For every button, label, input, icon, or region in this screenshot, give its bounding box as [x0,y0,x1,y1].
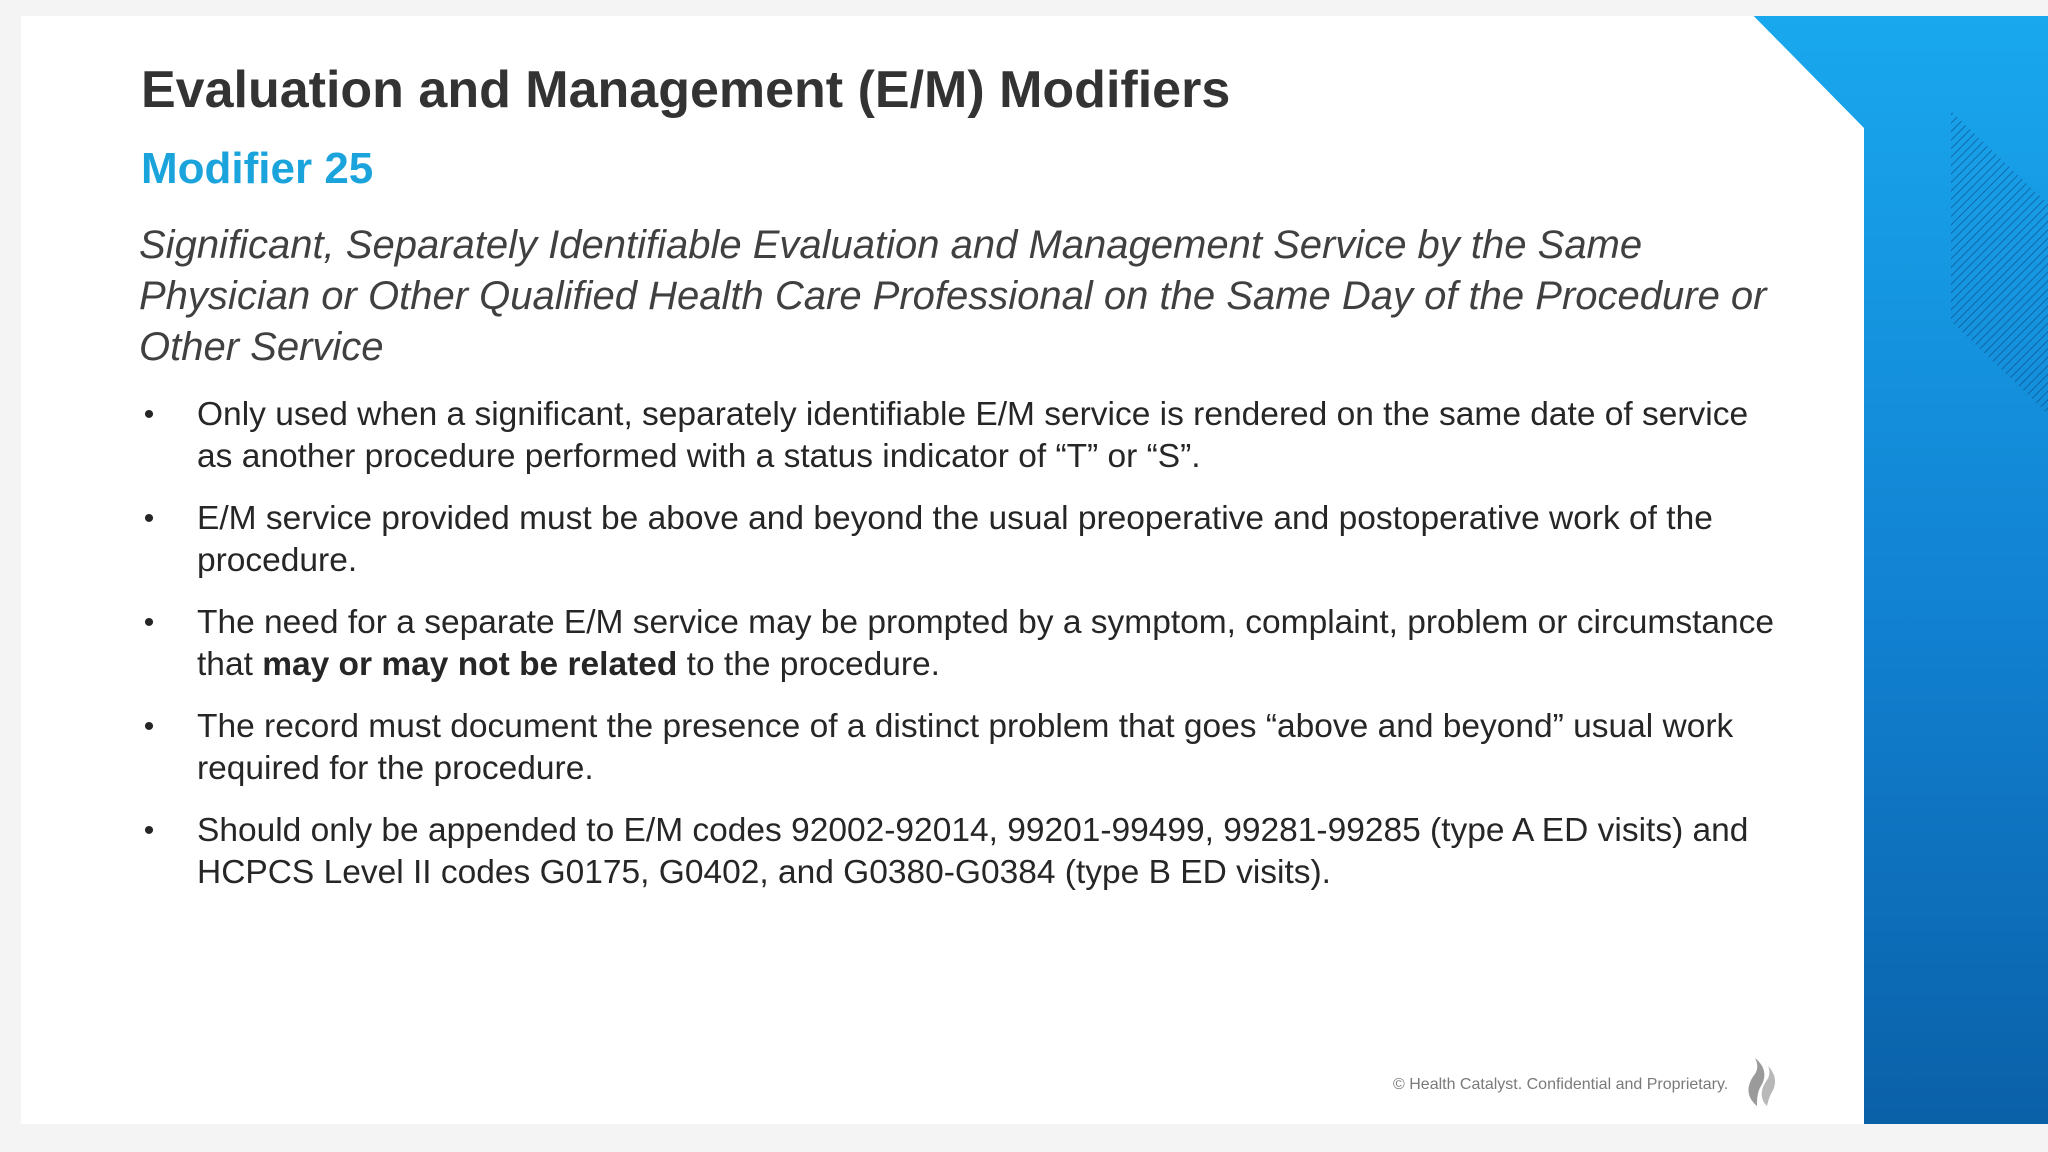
bullet-icon: • [143,606,155,639]
bullet-icon: • [143,814,155,847]
bullet-icon: • [143,502,155,535]
bullet-icon: • [143,710,155,743]
bullet-list [139,394,1779,914]
bullet-text: Only used when a significant, separately identifiable E/M service is rendered on the same date of service as another procedure performed with a status indicator of “T” or “S”. [197,396,1749,475]
list-item [139,810,1779,893]
list-item [139,706,1779,789]
flame-logo-icon [1743,1056,1779,1108]
bullet-text-bold: may or may not be related [262,645,678,683]
bullet-text: Should only be appended to E/M codes 92002-92014, 99201-99499, 99281-99285 (type A ED visits) and HCPCS Level II codes G0175, G0402, and G0380-G0384 (type B ED visits). [197,812,1749,891]
bullet-text-after: to the procedure. [677,645,940,683]
slide [21,16,2048,1124]
slide-title: Evaluation and Management (E/M) Modifiers [141,61,1231,119]
footer-copyright: © Health Catalyst. Confidential and Proprietary. [1393,1076,1729,1093]
slide-subtitle: Modifier 25 [141,144,374,193]
modifier-description: Significant, Separately Identifiable Evaluation and Management Service by the Same Physician or Other Qualified Health Care Professional on the Same Day of the Procedure or Other Service [139,223,1767,369]
bullet-text: E/M service provided must be above and beyond the usual preoperative and postoperative work of the procedure. [197,500,1713,579]
bullet-text: The record must document the presence of a distinct problem that goes “above and beyond” usual work required for the procedure. [197,708,1734,787]
bullet-text-before: The need for a separate E/M service may be prompted by a symptom, complaint, problem or circumstance that [197,604,1775,683]
list-item [139,394,1779,477]
list-item [139,602,1779,685]
bullet-text [197,604,1774,683]
list-item [139,498,1779,581]
bullet-icon: • [143,398,155,431]
